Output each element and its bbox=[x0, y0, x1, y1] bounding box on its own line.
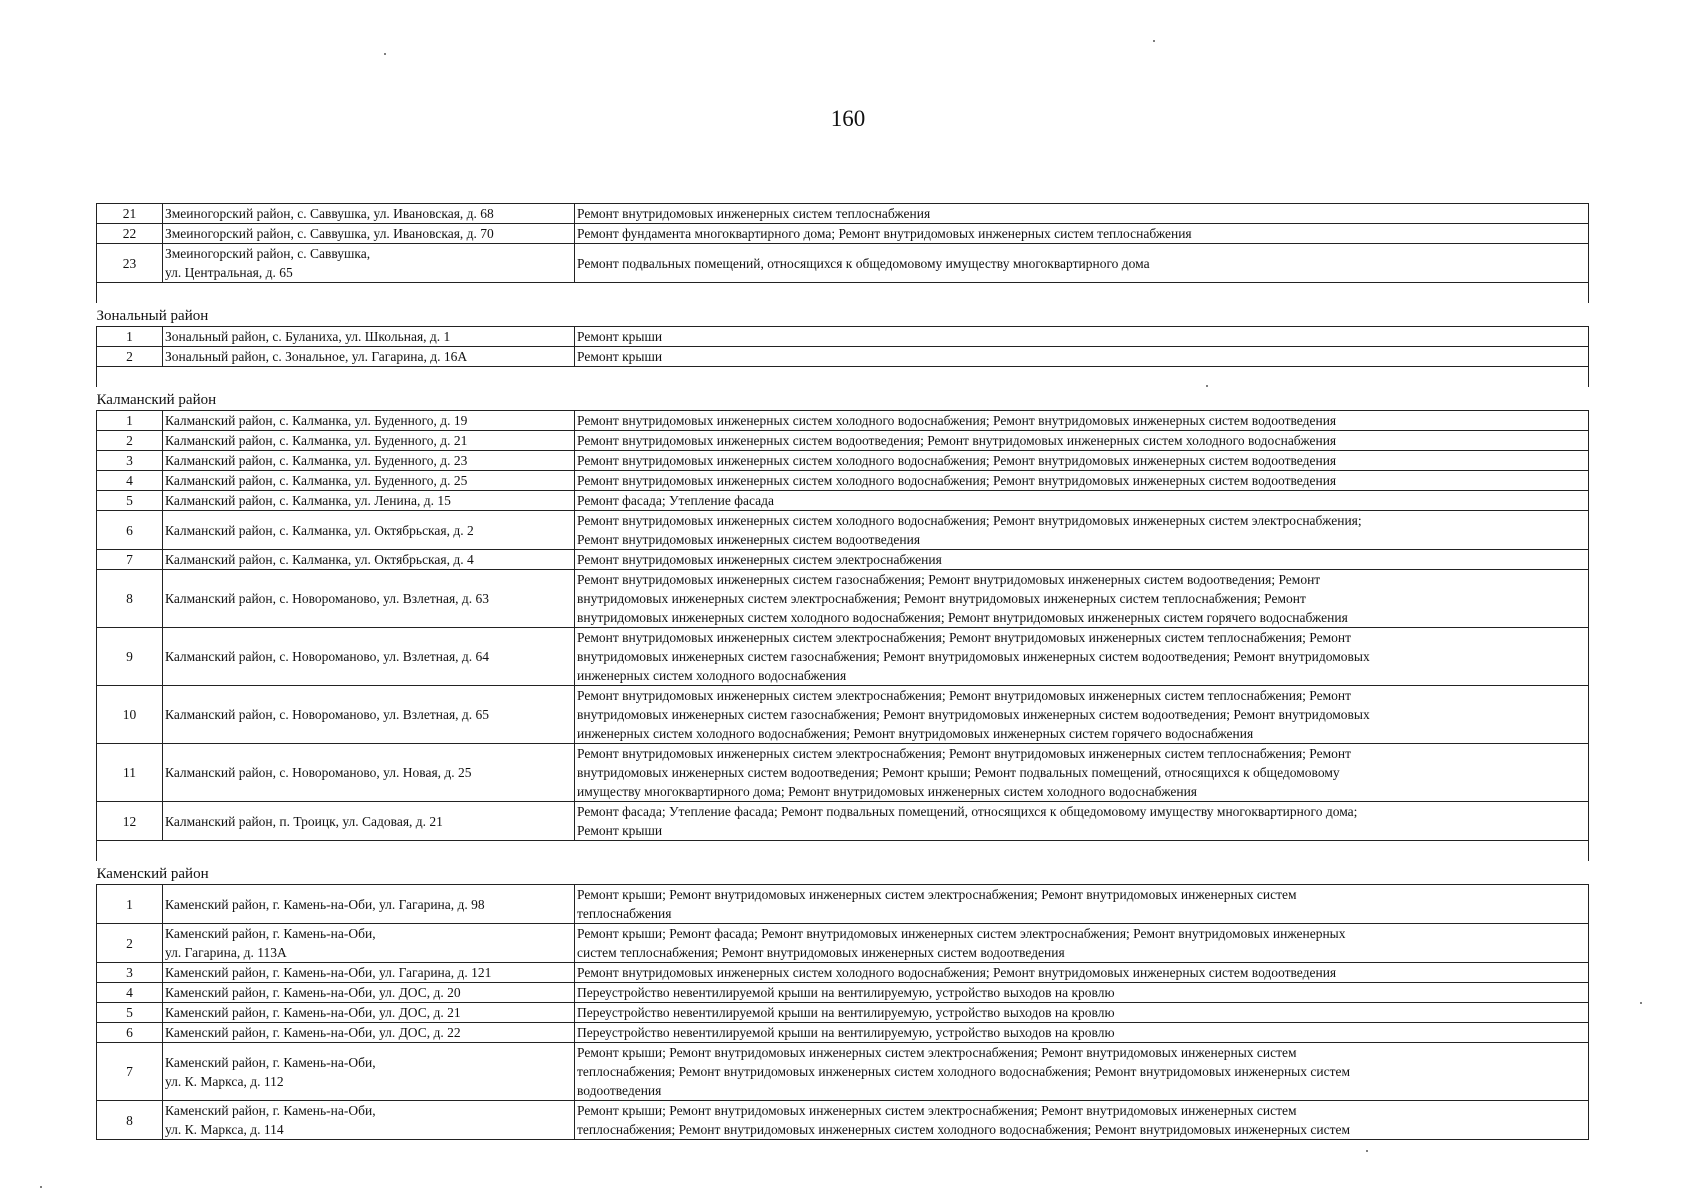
row-works: Ремонт внутридомовых инженерных систем электроснабжения; Ремонт внутридомовых инженерных систем теплоснабжения; Ремонт внутридомовых инженерных систем газоснабжения; Ремонт внутридомовых инженерных систем водоотведения; Ремонт внутридомовых инженерных систем холодного водоснабжения bbox=[575, 628, 1589, 686]
table-row bbox=[97, 1023, 1589, 1043]
row-address: Каменский район, г. Камень-на-Оби, ул. Гагарина, д. 98 bbox=[163, 885, 575, 924]
table-body bbox=[97, 204, 1589, 1140]
district-name: Калманский район bbox=[97, 387, 1589, 411]
row-number: 8 bbox=[97, 570, 163, 628]
row-works: Ремонт внутридомовых инженерных систем холодного водоснабжения; Ремонт внутридомовых инженерных систем водоотведения bbox=[575, 471, 1589, 491]
scan-speck bbox=[1153, 40, 1155, 42]
row-number: 9 bbox=[97, 628, 163, 686]
row-number: 11 bbox=[97, 744, 163, 802]
row-address: Калманский район, с. Калманка, ул. Октябрьская, д. 2 bbox=[163, 511, 575, 550]
row-works: Ремонт внутридомовых инженерных систем электроснабжения; Ремонт внутридомовых инженерных систем теплоснабжения; Ремонт внутридомовых инженерных систем водоотведения; Ремонт крыши; Ремонт подвальных помещений, относящихся к общедомовому имуществу многоквартирного дома; Ремонт внутридомовых инженерных систем холодного водоснабжения bbox=[575, 744, 1589, 802]
row-number: 5 bbox=[97, 491, 163, 511]
spacer-cell bbox=[97, 841, 1589, 862]
row-works: Ремонт фасада; Утепление фасада; Ремонт подвальных помещений, относящихся к общедомовому имуществу многоквартирного дома; Ремонт крыши bbox=[575, 802, 1589, 841]
section-spacer bbox=[97, 841, 1589, 862]
row-address: Калманский район, с. Новороманово, ул. Взлетная, д. 63 bbox=[163, 570, 575, 628]
row-number: 1 bbox=[97, 885, 163, 924]
row-number: 12 bbox=[97, 802, 163, 841]
row-address: Калманский район, с. Калманка, ул. Буденного, д. 23 bbox=[163, 451, 575, 471]
row-address: Каменский район, г. Камень-на-Оби, ул. ДОС, д. 20 bbox=[163, 983, 575, 1003]
table-row bbox=[97, 511, 1589, 550]
row-works: Ремонт внутридомовых инженерных систем холодного водоснабжения; Ремонт внутридомовых инженерных систем водоотведения bbox=[575, 963, 1589, 983]
row-number: 8 bbox=[97, 1101, 163, 1140]
row-works: Ремонт крыши bbox=[575, 347, 1589, 367]
row-number: 2 bbox=[97, 924, 163, 963]
row-number: 3 bbox=[97, 451, 163, 471]
row-works: Ремонт внутридомовых инженерных систем теплоснабжения bbox=[575, 204, 1589, 224]
row-number: 1 bbox=[97, 411, 163, 431]
table-row bbox=[97, 411, 1589, 431]
row-number: 4 bbox=[97, 983, 163, 1003]
row-address: Каменский район, г. Камень-на-Оби, ул. ДОС, д. 22 bbox=[163, 1023, 575, 1043]
row-number: 7 bbox=[97, 550, 163, 570]
district-header bbox=[97, 387, 1589, 411]
table-row bbox=[97, 885, 1589, 924]
table-row bbox=[97, 744, 1589, 802]
table-row bbox=[97, 1043, 1589, 1101]
table-row bbox=[97, 686, 1589, 744]
row-works: Ремонт крыши bbox=[575, 327, 1589, 347]
section-spacer bbox=[97, 367, 1589, 388]
table-row bbox=[97, 983, 1589, 1003]
row-works: Ремонт внутридомовых инженерных систем холодного водоснабжения; Ремонт внутридомовых инженерных систем водоотведения bbox=[575, 451, 1589, 471]
district-header bbox=[97, 861, 1589, 885]
row-address: Калманский район, п. Троицк, ул. Садовая, д. 21 bbox=[163, 802, 575, 841]
row-address: Каменский район, г. Камень-на-Оби, ул. ДОС, д. 21 bbox=[163, 1003, 575, 1023]
row-works: Ремонт фасада; Утепление фасада bbox=[575, 491, 1589, 511]
table-row bbox=[97, 347, 1589, 367]
table-row bbox=[97, 628, 1589, 686]
table-row bbox=[97, 471, 1589, 491]
row-address: Калманский район, с. Калманка, ул. Октябрьская, д. 4 bbox=[163, 550, 575, 570]
row-number: 2 bbox=[97, 347, 163, 367]
row-works: Ремонт внутридомовых инженерных систем холодного водоснабжения; Ремонт внутридомовых инженерных систем водоотведения bbox=[575, 411, 1589, 431]
row-works: Ремонт внутридомовых инженерных систем холодного водоснабжения; Ремонт внутридомовых инженерных систем электроснабжения; Ремонт внутридомовых инженерных систем водоотведения bbox=[575, 511, 1589, 550]
scan-speck bbox=[384, 53, 386, 55]
table-row bbox=[97, 244, 1589, 283]
table-row bbox=[97, 924, 1589, 963]
row-address: Каменский район, г. Камень-на-Оби, ул. К. Маркса, д. 112 bbox=[163, 1043, 575, 1101]
table-row bbox=[97, 570, 1589, 628]
row-number: 1 bbox=[97, 327, 163, 347]
row-works: Ремонт крыши; Ремонт фасада; Ремонт внутридомовых инженерных систем электроснабжения; Ремонт внутридомовых инженерных систем теплоснабжения; Ремонт внутридомовых инженерных систем водоотведения bbox=[575, 924, 1589, 963]
row-works: Переустройство невентилируемой крыши на вентилируемую, устройство выходов на кровлю bbox=[575, 983, 1589, 1003]
row-works: Ремонт фундамента многоквартирного дома; Ремонт внутридомовых инженерных систем теплоснабжения bbox=[575, 224, 1589, 244]
row-works: Ремонт внутридомовых инженерных систем водоотведения; Ремонт внутридомовых инженерных систем холодного водоснабжения bbox=[575, 431, 1589, 451]
page-number: 160 bbox=[830, 106, 866, 131]
table-row bbox=[97, 224, 1589, 244]
row-address: Каменский район, г. Камень-на-Оби, ул. Гагарина, д. 113А bbox=[163, 924, 575, 963]
row-number: 3 bbox=[97, 963, 163, 983]
row-address: Калманский район, с. Калманка, ул. Ленина, д. 15 bbox=[163, 491, 575, 511]
row-works: Ремонт крыши; Ремонт внутридомовых инженерных систем электроснабжения; Ремонт внутридомовых инженерных систем теплоснабжения; Ремонт внутридомовых инженерных систем холодного водоснабжения; Ремонт внутридомовых инженерных систем bbox=[575, 1101, 1589, 1140]
spacer-cell bbox=[97, 367, 1589, 388]
row-number: 5 bbox=[97, 1003, 163, 1023]
district-name: Каменский район bbox=[97, 861, 1589, 885]
row-works: Ремонт подвальных помещений, относящихся к общедомовому имуществу многоквартирного дома bbox=[575, 244, 1589, 283]
row-number: 4 bbox=[97, 471, 163, 491]
row-address: Каменский район, г. Камень-на-Оби, ул. Гагарина, д. 121 bbox=[163, 963, 575, 983]
row-number: 7 bbox=[97, 1043, 163, 1101]
row-address: Калманский район, с. Калманка, ул. Буденного, д. 25 bbox=[163, 471, 575, 491]
district-name: Зональный район bbox=[97, 303, 1589, 327]
row-address: Змеиногорский район, с. Саввушка, ул. Центральная, д. 65 bbox=[163, 244, 575, 283]
row-works: Переустройство невентилируемой крыши на вентилируемую, устройство выходов на кровлю bbox=[575, 1023, 1589, 1043]
row-address: Калманский район, с. Новороманово, ул. Взлетная, д. 65 bbox=[163, 686, 575, 744]
row-works: Ремонт внутридомовых инженерных систем электроснабжения bbox=[575, 550, 1589, 570]
row-number: 21 bbox=[97, 204, 163, 224]
table-row bbox=[97, 550, 1589, 570]
row-number: 6 bbox=[97, 511, 163, 550]
row-address: Змеиногорский район, с. Саввушка, ул. Ивановская, д. 68 bbox=[163, 204, 575, 224]
scan-speck bbox=[1640, 1002, 1642, 1004]
district-header bbox=[97, 303, 1589, 327]
spacer-cell bbox=[97, 283, 1589, 304]
row-works: Ремонт крыши; Ремонт внутридомовых инженерных систем электроснабжения; Ремонт внутридомовых инженерных систем теплоснабжения; Ремонт внутридомовых инженерных систем холодного водоснабжения; Ремонт внутридомовых инженерных систем водоотведения bbox=[575, 1043, 1589, 1101]
table-row bbox=[97, 491, 1589, 511]
row-works: Ремонт крыши; Ремонт внутридомовых инженерных систем электроснабжения; Ремонт внутридомовых инженерных систем теплоснабжения bbox=[575, 885, 1589, 924]
table-row bbox=[97, 327, 1589, 347]
row-address: Калманский район, с. Калманка, ул. Буденного, д. 19 bbox=[163, 411, 575, 431]
table-row bbox=[97, 1003, 1589, 1023]
table-row bbox=[97, 1101, 1589, 1140]
row-address: Калманский район, с. Калманка, ул. Буденного, д. 21 bbox=[163, 431, 575, 451]
row-number: 2 bbox=[97, 431, 163, 451]
table-row bbox=[97, 431, 1589, 451]
row-number: 22 bbox=[97, 224, 163, 244]
row-address: Змеиногорский район, с. Саввушка, ул. Ивановская, д. 70 bbox=[163, 224, 575, 244]
row-address: Калманский район, с. Новороманово, ул. Взлетная, д. 64 bbox=[163, 628, 575, 686]
row-works: Переустройство невентилируемой крыши на вентилируемую, устройство выходов на кровлю bbox=[575, 1003, 1589, 1023]
scan-speck bbox=[40, 1186, 42, 1188]
table-row bbox=[97, 963, 1589, 983]
row-works: Ремонт внутридомовых инженерных систем электроснабжения; Ремонт внутридомовых инженерных систем теплоснабжения; Ремонт внутридомовых инженерных систем газоснабжения; Ремонт внутридомовых инженерных систем водоотведения; Ремонт внутридомовых инженерных систем холодного водоснабжения; Ремонт внутридомовых инженерных систем горячего водоснабжения bbox=[575, 686, 1589, 744]
row-number: 10 bbox=[97, 686, 163, 744]
row-address: Калманский район, с. Новороманово, ул. Новая, д. 25 bbox=[163, 744, 575, 802]
row-address: Зональный район, с. Буланиха, ул. Школьная, д. 1 bbox=[163, 327, 575, 347]
row-number: 23 bbox=[97, 244, 163, 283]
scan-speck bbox=[1366, 1150, 1368, 1152]
row-number: 6 bbox=[97, 1023, 163, 1043]
table-row bbox=[97, 802, 1589, 841]
section-spacer bbox=[97, 283, 1589, 304]
repair-schedule-table bbox=[96, 203, 1589, 1140]
table-row bbox=[97, 204, 1589, 224]
row-address: Зональный район, с. Зональное, ул. Гагарина, д. 16А bbox=[163, 347, 575, 367]
row-address: Каменский район, г. Камень-на-Оби, ул. К. Маркса, д. 114 bbox=[163, 1101, 575, 1140]
row-works: Ремонт внутридомовых инженерных систем газоснабжения; Ремонт внутридомовых инженерных систем водоотведения; Ремонт внутридомовых инженерных систем электроснабжения; Ремонт внутридомовых инженерных систем теплоснабжения; Ремонт внутридомовых инженерных систем холодного водоснабжения; Ремонт внутридомовых инженерных систем горячего водоснабжения bbox=[575, 570, 1589, 628]
table-row bbox=[97, 451, 1589, 471]
